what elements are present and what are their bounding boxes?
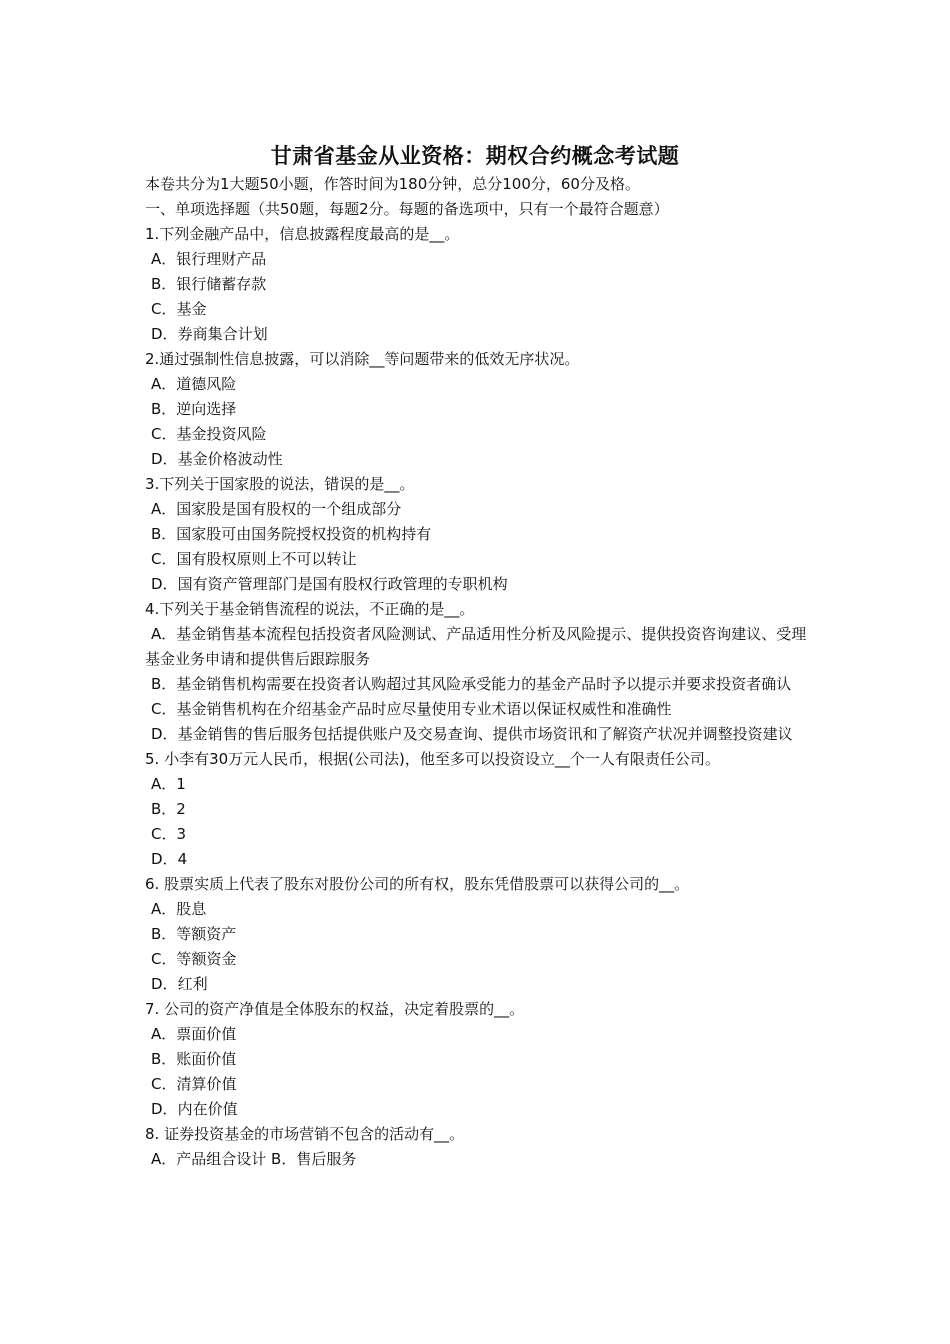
option-a: [145, 772, 815, 797]
option-text: 基金销售基本流程包括投资者风险测试、产品适用性分析及风险提示、提供投资咨询建议、受理基金业务申请和提供售后跟踪服务: [145, 625, 807, 668]
option-c: [145, 947, 815, 972]
option-text: 等额资产: [176, 925, 237, 943]
option-a: [145, 247, 815, 272]
question-text: 5. 小李有30万元人民币，根据(公司法)，他至多可以投资设立__个一人有限责任公司。: [145, 750, 720, 768]
question-text: 1.下列金融产品中，信息披露程度最高的是__。: [145, 225, 460, 243]
question-5: [145, 747, 815, 872]
option-c: [145, 547, 815, 572]
option-letter: D．: [151, 450, 178, 468]
option-c: [145, 697, 815, 722]
option-letter: C．: [151, 700, 177, 718]
question-6: [145, 872, 815, 997]
option-letter: D．: [151, 1100, 178, 1118]
option-text: 国有股权原则上不可以转让: [176, 550, 357, 568]
option-letter: A．: [151, 900, 177, 918]
option-b: [145, 1047, 815, 1072]
option-letter: B．: [151, 275, 177, 293]
option-c: [145, 822, 815, 847]
option-d: [145, 447, 815, 472]
option-text: 国家股是国有股权的一个组成部分: [176, 500, 402, 518]
option-letter: C．: [151, 425, 177, 443]
option-text: 4: [177, 850, 188, 868]
option-a: [145, 497, 815, 522]
option-text: 银行理财产品: [176, 250, 267, 268]
question-8: [145, 1122, 815, 1172]
option-text: 国有资产管理部门是国有股权行政管理的专职机构: [177, 575, 508, 593]
option-d: [145, 1097, 815, 1122]
option-letter: A．: [151, 250, 177, 268]
option-b: [145, 522, 815, 547]
option-text: 等额资金: [176, 950, 237, 968]
section-heading: 一、单项选择题（共50题，每题2分。每题的备选项中，只有一个最符合题意）: [145, 200, 669, 218]
option-letter: B．: [151, 925, 177, 943]
option-text: 券商集合计划: [177, 325, 268, 343]
option-letter: D．: [151, 575, 178, 593]
option-text: 国家股可由国务院授权投资的机构持有: [176, 525, 432, 543]
option-text: 银行储蓄存款: [176, 275, 267, 293]
question-text: 2.通过强制性信息披露，可以消除__等问题带来的低效无序状况。: [145, 350, 580, 368]
option-d: [145, 572, 815, 597]
option-a: [145, 897, 815, 922]
option-letter: C．: [151, 825, 177, 843]
option-letter: A．: [151, 625, 177, 643]
option-c: [145, 297, 815, 322]
option-text: 内在价值: [177, 1100, 238, 1118]
exam-content: [145, 172, 815, 1172]
question-3: [145, 472, 815, 597]
option-letter: A．: [151, 500, 177, 518]
option-letter: B．: [151, 800, 177, 818]
option-letter: D．: [151, 725, 178, 743]
option-text: 基金: [176, 300, 207, 318]
option-letter: B．: [151, 525, 177, 543]
option-b: [145, 397, 815, 422]
option-d: [145, 322, 815, 347]
option-a: [145, 372, 815, 397]
option-letter: A．: [151, 1025, 177, 1043]
option-text: 3: [176, 825, 187, 843]
option-letter: A．: [151, 775, 177, 793]
question-7: [145, 997, 815, 1122]
option-text: 股息: [176, 900, 207, 918]
option-letter: C．: [151, 300, 177, 318]
question-4: [145, 597, 815, 747]
option-text: 2: [176, 800, 186, 818]
exam-intro: 本卷共分为1大题50小题，作答时间为180分钟，总分100分，60分及格。: [145, 175, 640, 193]
option-text: 1: [176, 775, 186, 793]
option-text: 道德风险: [176, 375, 237, 393]
option-letter: A．: [151, 375, 177, 393]
option-c: [145, 1072, 815, 1097]
option-b: [145, 797, 815, 822]
option-letter: C．: [151, 1075, 177, 1093]
option-letter: B．: [151, 1050, 177, 1068]
option-text: 基金销售机构在介绍基金产品时应尽量使用专业术语以保证权威性和准确性: [176, 700, 672, 718]
question-1: [145, 222, 815, 347]
option-letter: D．: [151, 850, 178, 868]
question-text: 8. 证券投资基金的市场营销不包含的活动有__。: [145, 1125, 465, 1143]
option-b: [145, 272, 815, 297]
option-a: [145, 622, 810, 672]
option-b: [145, 672, 810, 697]
option-d: [145, 972, 815, 997]
option-d: [145, 847, 815, 872]
option-text: 逆向选择: [176, 400, 237, 418]
option-d: [145, 722, 810, 747]
option-text: 票面价值: [176, 1025, 237, 1043]
option-b: [145, 922, 815, 947]
option-c: [145, 422, 815, 447]
options-inline: A．产品组合设计 B．售后服务: [151, 1150, 357, 1168]
question-2: [145, 347, 815, 472]
question-text: 7. 公司的资产净值是全体股东的权益，决定着股票的__。: [145, 1000, 525, 1018]
option-letter: B．: [151, 675, 177, 693]
option-text: 账面价值: [176, 1050, 237, 1068]
option-letter: D．: [151, 975, 178, 993]
option-a: [145, 1022, 815, 1047]
option-text: 清算价值: [176, 1075, 237, 1093]
option-letter: C．: [151, 950, 177, 968]
option-text: 基金价格波动性: [177, 450, 283, 468]
document-title: 甘肃省基金从业资格：期权合约概念考试题: [270, 144, 680, 168]
option-letter: D．: [151, 325, 178, 343]
option-text: 基金投资风险: [176, 425, 267, 443]
question-text: 6. 股票实质上代表了股东对股份公司的所有权，股东凭借股票可以获得公司的__。: [145, 875, 690, 893]
option-text: 基金销售的售后服务包括提供账户及交易查询、提供市场资讯和了解资产状况并调整投资建议: [177, 725, 793, 743]
option-letter: C．: [151, 550, 177, 568]
option-text: 红利: [177, 975, 208, 993]
question-text: 4.下列关于基金销售流程的说法，不正确的是__。: [145, 600, 475, 618]
question-text: 3.下列关于国家股的说法，错误的是__。: [145, 475, 415, 493]
option-text: 基金销售机构需要在投资者认购超过其风险承受能力的基金产品时予以提示并要求投资者确认: [176, 675, 792, 693]
option-letter: B．: [151, 400, 177, 418]
